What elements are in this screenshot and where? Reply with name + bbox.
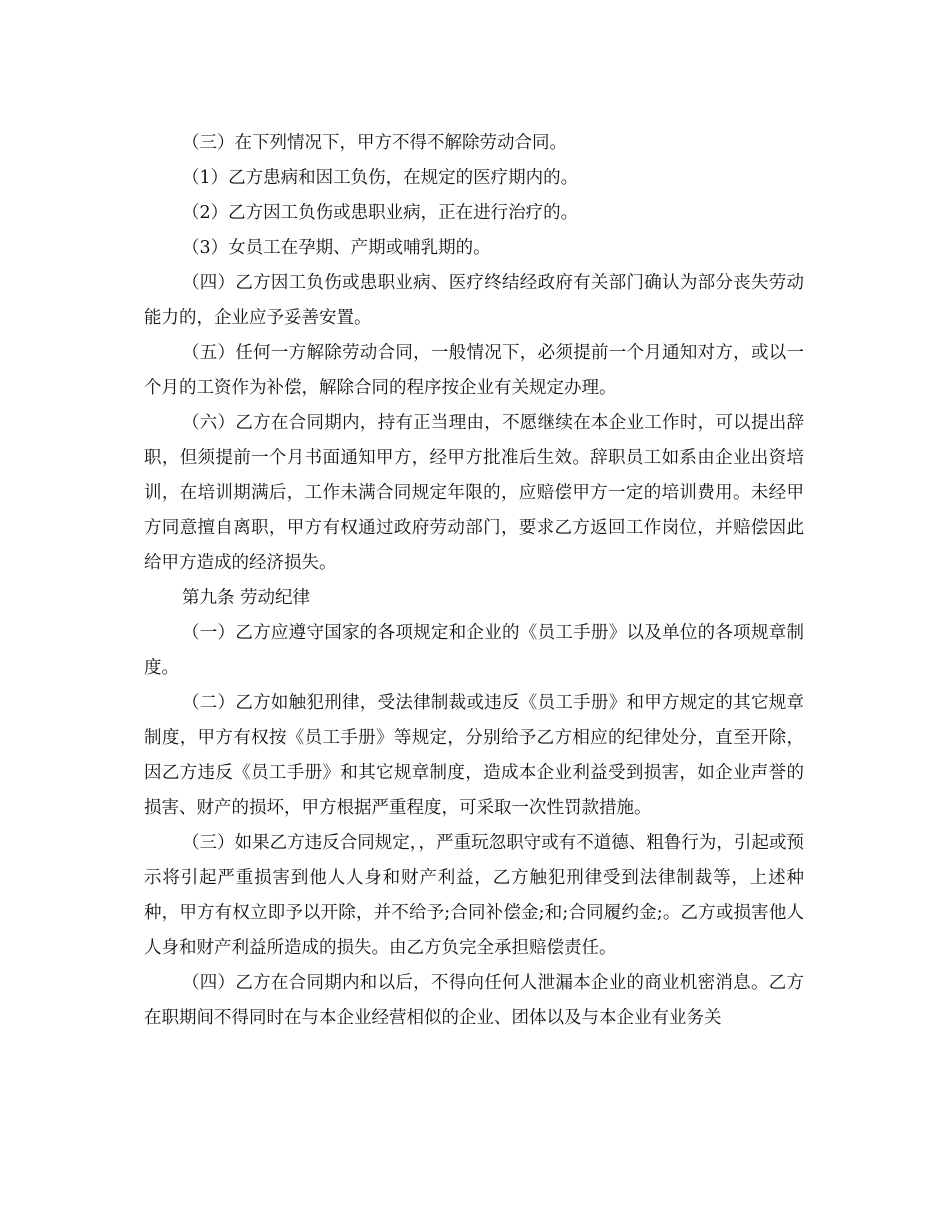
article-9-heading: 第九条 劳动纪律 [182,588,311,608]
paragraph-3-clause: （三）在下列情况下，甲方不得不解除劳动合同。 [182,133,567,153]
discipline-clause-2: （二）乙方如触犯刑律，受法律制裁或违反《员工手册》和甲方规定的其它规章制度，甲方有权按《员工手册》等规定，分别给予乙方相应的纪律处分，直至开除，因乙方违反《员工手册》和其它规章制度，造成本企业利益受到损害，如企业声誉的损害、财产的损坏，甲方根据严重程度，可采取一次性罚款措施。 [144,693,804,818]
discipline-clause-4: （四）乙方在合同期内和以后，不得向任何人泄漏本企业的商业机密消息。乙方在职期间不得同时在与本企业经营相似的企业、团体以及与本企业有业务关 [144,973,804,1028]
paragraph-4-clause: （四）乙方因工负伤或患职业病、医疗终结经政府有关部门确认为部分丧失劳动能力的，企业应予妥善安置。 [144,273,804,328]
discipline-clause-1: （一）乙方应遵守国家的各项规定和企业的《员工手册》以及单位的各项规章制度。 [144,623,804,678]
paragraph-item-3: （3）女员工在孕期、产期或哺乳期的。 [182,238,491,258]
paragraph-5-clause: （五）任何一方解除劳动合同，一般情况下，必须提前一个月通知对方，或以一个月的工资作为补偿，解除合同的程序按企业有关规定办理。 [144,343,804,398]
discipline-clause-3: （三）如果乙方违反合同规定，，严重玩忽职守或有不道德、粗鲁行为，引起或预示将引起严重损害到他人人身和财产利益，乙方触犯刑律受到法律制裁等，上述种种，甲方有权立即予以开除，并不给予;合同补偿金;和;合同履约金;。乙方或损害他人人身和财产利益所造成的损失。由乙方负完全承担赔偿责任。 [144,833,804,958]
paragraph-item-1: （1）乙方患病和因工负伤，在规定的医疗期内的。 [182,168,579,188]
paragraph-6-clause: （六）乙方在合同期内，持有正当理由，不愿继续在本企业工作时，可以提出辞职，但须提前一个月书面通知甲方，经甲方批准后生效。辞职员工如系由企业出资培训，在培训期满后，工作未满合同规定年限的，应赔偿甲方一定的培训费用。未经甲方同意擅自离职，甲方有权通过政府劳动部门，要求乙方返回工作岗位，并赔偿因此给甲方造成的经济损失。 [144,413,804,573]
document-body [144,126,804,1036]
paragraph-item-2: （2）乙方因工负伤或患职业病，正在进行治疗的。 [182,203,579,223]
